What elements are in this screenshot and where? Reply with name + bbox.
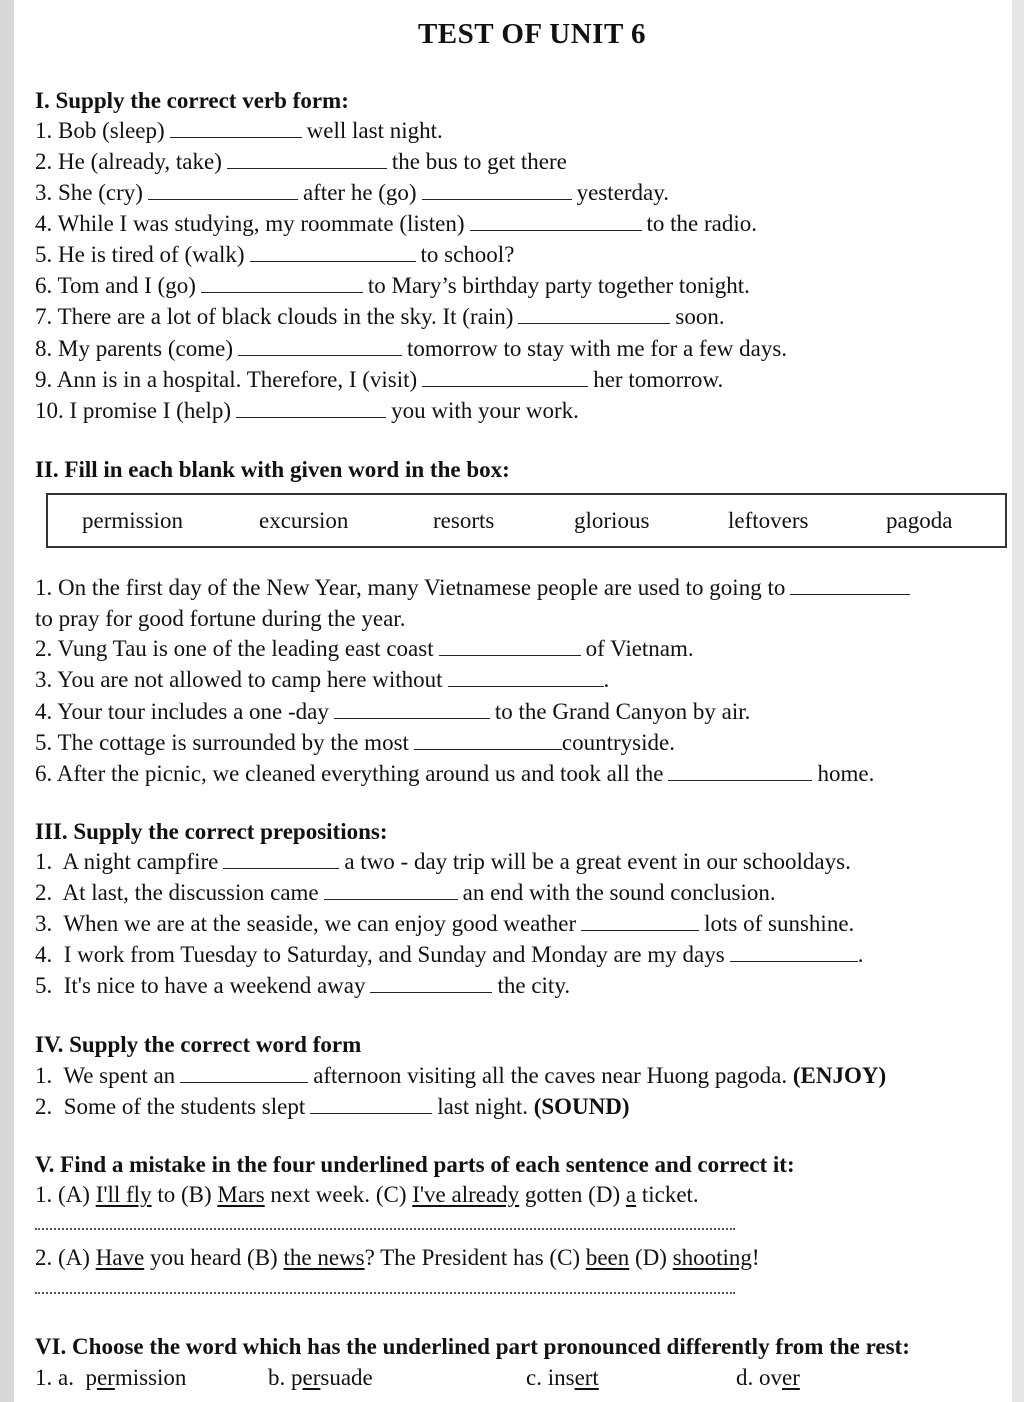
answer-blank: [730, 943, 858, 962]
answer-dotted-line: [35, 1228, 735, 1230]
s1-item-8: 8. My parents (come) tomorrow to stay with me for a few days.: [35, 336, 788, 361]
answer-blank: [414, 731, 562, 750]
s3-item-1: 1. A night campfire a two - day trip will be a great event in our schooldays.: [35, 849, 851, 874]
section-1-heading: I. Supply the correct verb form:: [35, 88, 349, 113]
s4-item-2: 2. Some of the students slept last night. (SOUND): [35, 1094, 630, 1119]
answer-blank: [668, 762, 812, 781]
s1-item-4: 4. While I was studying, my roommate (listen) to the radio.: [35, 211, 757, 236]
box-word: resorts: [433, 508, 495, 533]
word-box: [46, 493, 1007, 548]
s2-item-1: 1. On the first day of the New Year, many Vietnamese people are used to going to: [35, 574, 915, 602]
page-edge-right: [1012, 0, 1024, 1402]
box-word: leftovers: [728, 508, 809, 533]
section-6-heading: VI. Choose the word which has the underlined part pronounced differently from the rest:: [35, 1334, 910, 1359]
answer-blank: [470, 212, 642, 231]
s4-item-1: 1. We spent an afternoon visiting all the caves near Huong pagoda. (ENJOY): [35, 1063, 887, 1088]
answer-blank: [148, 181, 298, 200]
s3-item-4: 4. I work from Tuesday to Saturday, and Sunday and Monday are my days .: [35, 942, 864, 967]
s5-item-1: 1. (A) I'll fly to (B) Mars next week. (C) I've already gotten (D) a ticket.: [35, 1182, 699, 1207]
s1-item-6: 6. Tom and I (go) to Mary’s birthday party together tonight.: [35, 273, 750, 298]
s2-item-2: 2. Vung Tau is one of the leading east coast of Vietnam.: [35, 636, 694, 661]
s3-item-2: 2. At last, the discussion came an end with the sound conclusion.: [35, 880, 776, 905]
answer-blank: [227, 150, 387, 169]
answer-blank: [334, 700, 490, 719]
answer-blank: [448, 668, 604, 687]
s1-item-10: 10. I promise I (help) you with your work.: [35, 398, 579, 423]
answer-blank: [201, 274, 363, 293]
page-title: TEST OF UNIT 6: [417, 18, 647, 50]
s3-item-3: 3. When we are at the seaside, we can enjoy good weather lots of sunshine.: [35, 911, 855, 936]
answer-blank: [581, 912, 699, 931]
answer-blank: [236, 399, 386, 418]
s6-option-d: d. over: [736, 1365, 800, 1390]
s6-item-1: 1. a. permission: [35, 1365, 187, 1390]
s2-item-1-cont: to pray for good fortune during the year.: [35, 606, 406, 631]
section-3-heading: III. Supply the correct prepositions:: [35, 819, 388, 844]
s1-item-3: 3. She (cry) after he (go) yesterday.: [35, 180, 669, 205]
answer-blank: [790, 576, 910, 595]
answer-blank: [250, 243, 416, 262]
section-5-heading: V. Find a mistake in the four underlined parts of each sentence and correct it:: [35, 1152, 795, 1177]
answer-blank: [310, 1095, 432, 1114]
answer-blank: [180, 1064, 308, 1083]
s3-item-5: 5. It's nice to have a weekend away the city.: [35, 973, 571, 998]
s2-item-5: 5. The cottage is surrounded by the most countryside.: [35, 730, 675, 755]
box-word: pagoda: [886, 508, 953, 533]
section-2-heading: II. Fill in each blank with given word in the box:: [35, 457, 510, 482]
box-word: excursion: [259, 508, 349, 533]
answer-blank: [238, 337, 402, 356]
answer-blank: [422, 368, 588, 387]
answer-blank: [170, 119, 302, 138]
s5-item-2: 2. (A) Have you heard (B) the news? The President has (C) been (D) shooting!: [35, 1245, 760, 1270]
page-edge-left: [0, 0, 14, 1402]
answer-blank: [324, 881, 458, 900]
answer-blank: [223, 850, 339, 869]
box-word: permission: [82, 508, 183, 533]
s1-item-2: 2. He (already, take) the bus to get there: [35, 149, 567, 174]
box-word: glorious: [574, 508, 650, 533]
answer-dotted-line: [35, 1292, 735, 1294]
s1-item-9: 9. Ann is in a hospital. Therefore, I (visit) her tomorrow.: [35, 367, 724, 392]
section-4-heading: IV. Supply the correct word form: [35, 1032, 362, 1057]
s2-item-4: 4. Your tour includes a one -day to the Grand Canyon by air.: [35, 699, 751, 724]
s6-option-c: c. insert: [526, 1365, 599, 1390]
s2-item-6: 6. After the picnic, we cleaned everything around us and took all the home.: [35, 761, 875, 786]
answer-blank: [422, 181, 572, 200]
s1-item-7: 7. There are a lot of black clouds in the sky. It (rain) soon.: [35, 304, 725, 329]
answer-blank: [439, 637, 581, 656]
answer-blank: [370, 974, 492, 993]
s1-item-1: 1. Bob (sleep) well last night.: [35, 118, 443, 143]
s6-option-b: b. persuade: [268, 1365, 373, 1390]
answer-blank: [518, 305, 670, 324]
s1-item-5: 5. He is tired of (walk) to school?: [35, 242, 515, 267]
s2-item-3: 3. You are not allowed to camp here without .: [35, 667, 610, 692]
